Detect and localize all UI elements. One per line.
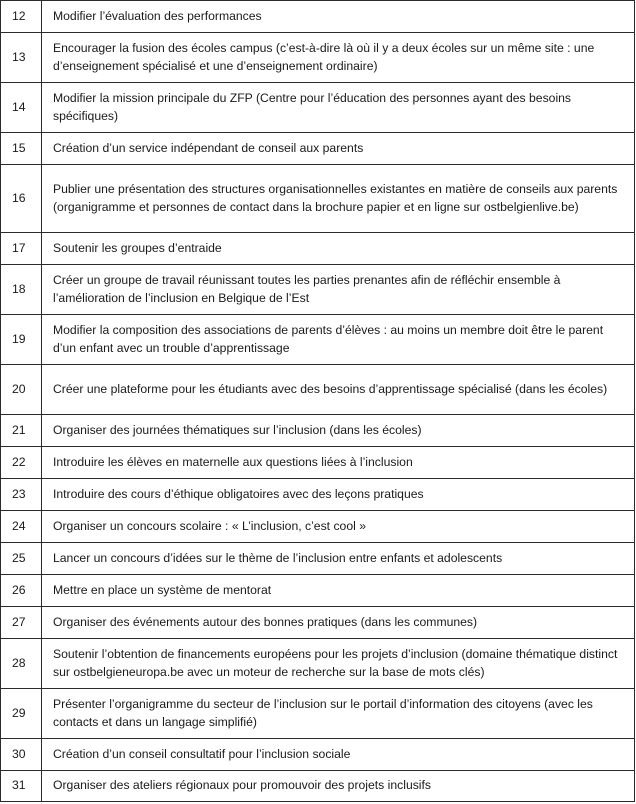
row-number: 13	[1, 33, 42, 83]
table-row	[1, 511, 635, 543]
table-row	[1, 447, 635, 479]
row-number: 18	[1, 265, 42, 315]
table-row	[1, 639, 635, 689]
table-row	[1, 233, 635, 265]
row-number: 29	[1, 689, 42, 739]
row-number: 24	[1, 511, 42, 543]
measure-text: Publier une présentation des structures organisationnelles existantes en matière de conseils aux parents (organigramme et personnes de contact dans la brochure papier et en ligne sur ostbelgienlive.be)	[42, 165, 635, 233]
table-row	[1, 689, 635, 739]
measure-text: Créer une plateforme pour les étudiants avec des besoins d’apprentissage spécialisé (dans les écoles)	[42, 365, 635, 415]
row-number: 12	[1, 1, 42, 33]
measure-text: Organiser des ateliers régionaux pour promouvoir des projets inclusifs	[42, 771, 635, 802]
table-row	[1, 33, 635, 83]
measure-text: Soutenir l’obtention de financements européens pour les projets d’inclusion (domaine thématique distinct sur ostbelgieneuropa.be avec un moteur de recherche sur la base de mots clés)	[42, 639, 635, 689]
row-number: 16	[1, 165, 42, 233]
row-number: 20	[1, 365, 42, 415]
measure-text: Modifier l’évaluation des performances	[42, 1, 635, 33]
measures-table-body	[1, 1, 635, 802]
table-row	[1, 771, 635, 802]
table-row	[1, 479, 635, 511]
table-row	[1, 133, 635, 165]
measure-text: Présenter l’organigramme du secteur de l’inclusion sur le portail d’information des citoyens (avec les contacts et dans un langage simplifié)	[42, 689, 635, 739]
table-row	[1, 739, 635, 771]
row-number: 14	[1, 83, 42, 133]
measure-text: Créer un groupe de travail réunissant toutes les parties prenantes afin de réfléchir ensemble à l’amélioration de l’inclusion en Belgique de l’Est	[42, 265, 635, 315]
table-row	[1, 315, 635, 365]
measure-text: Modifier la mission principale du ZFP (Centre pour l’éducation des personnes ayant des besoins spécifiques)	[42, 83, 635, 133]
table-row	[1, 1, 635, 33]
measure-text: Création d’un conseil consultatif pour l’inclusion sociale	[42, 739, 635, 771]
row-number: 25	[1, 543, 42, 575]
table-row	[1, 415, 635, 447]
row-number: 22	[1, 447, 42, 479]
row-number: 15	[1, 133, 42, 165]
table-row	[1, 83, 635, 133]
measure-text: Encourager la fusion des écoles campus (c’est-à-dire là où il y a deux écoles sur un même site : une d’enseignement spécialisé et une d’enseignement ordinaire)	[42, 33, 635, 83]
measure-text: Création d’un service indépendant de conseil aux parents	[42, 133, 635, 165]
row-number: 30	[1, 739, 42, 771]
table-row	[1, 543, 635, 575]
measure-text: Introduire des cours d’éthique obligatoires avec des leçons pratiques	[42, 479, 635, 511]
row-number: 26	[1, 575, 42, 607]
row-number: 31	[1, 771, 42, 802]
row-number: 17	[1, 233, 42, 265]
row-number: 21	[1, 415, 42, 447]
measure-text: Organiser des journées thématiques sur l’inclusion (dans les écoles)	[42, 415, 635, 447]
table-row	[1, 165, 635, 233]
measure-text: Mettre en place un système de mentorat	[42, 575, 635, 607]
row-number: 27	[1, 607, 42, 639]
table-row	[1, 265, 635, 315]
table-row	[1, 607, 635, 639]
row-number: 28	[1, 639, 42, 689]
row-number: 19	[1, 315, 42, 365]
table-row	[1, 365, 635, 415]
measure-text: Soutenir les groupes d’entraide	[42, 233, 635, 265]
row-number: 23	[1, 479, 42, 511]
measure-text: Organiser des événements autour des bonnes pratiques (dans les communes)	[42, 607, 635, 639]
measure-text: Lancer un concours d’idées sur le thème de l’inclusion entre enfants et adolescents	[42, 543, 635, 575]
measure-text: Modifier la composition des associations de parents d’élèves : au moins un membre doit être le parent d’un enfant avec un trouble d’apprentissage	[42, 315, 635, 365]
measure-text: Organiser un concours scolaire : « L’inclusion, c’est cool »	[42, 511, 635, 543]
measure-text: Introduire les élèves en maternelle aux questions liées à l’inclusion	[42, 447, 635, 479]
table-row	[1, 575, 635, 607]
